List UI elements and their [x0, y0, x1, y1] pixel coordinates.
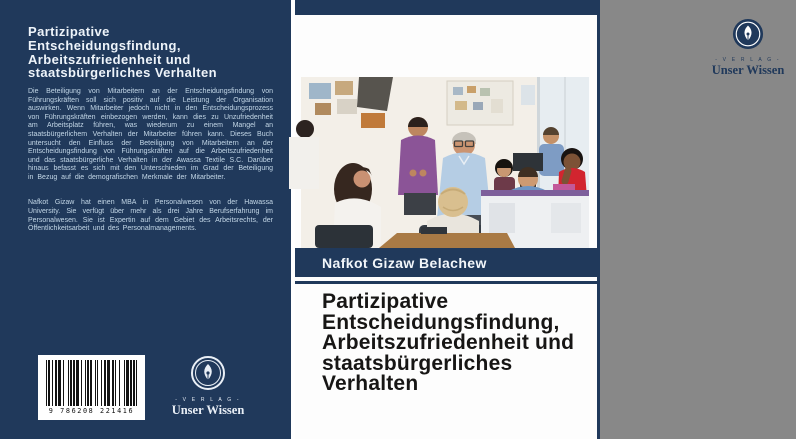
author-name: Nafkot Gizaw Belachew: [322, 254, 487, 271]
front-title-line: staatsbürgerliches: [322, 351, 513, 375]
pen-nib-icon: [191, 356, 225, 390]
barcode-digits: 9 786208 221416: [48, 407, 135, 415]
office-meeting-illustration: [301, 77, 589, 248]
pen-nib-icon: [732, 18, 764, 50]
author-bar: [295, 248, 600, 277]
verlag-label: - V E R L A G -: [715, 57, 781, 63]
author-bio: Nafkot Gizaw hat einen MBA in Personalwesen von der Hawassa University. Sie verfügt über mehr als drei Jahre Berufserfahrung im Personalwesen. Sie ist Expertin auf dem Gebiet des Arbeitsrechts, der Öffentlichkeitsarbeit und des Personalmanagements.: [28, 199, 273, 233]
front-title-line: Partizipative: [322, 290, 449, 313]
front-title-line: Verhalten: [322, 372, 419, 395]
publisher-logo-top: [700, 18, 796, 78]
divider-rule: [295, 281, 597, 284]
isbn-barcode: [38, 355, 145, 420]
front-title-line: Entscheidungsfindung,: [322, 310, 560, 334]
publisher-logo-bottom: [162, 356, 254, 418]
barcode-bars-icon: [46, 360, 137, 406]
front-cover-title: [322, 292, 592, 395]
back-title-line: Entscheidungsfindung,: [28, 37, 181, 53]
back-cover-title: [28, 25, 278, 80]
publisher-name: Unser Wissen: [711, 63, 785, 77]
book-blurb: Die Beteiligung von Mitarbeitern an der Entscheidungsfindung von Führungskräften soll sich positiv auf die Leistung der Organisation auswirken. Wenn Mitarbeiter jedoch nicht in den Entscheidungsprozess von Führungskräften einbezogen werden, kann dies zu Unzufriedenheit am Arbeitsplatz führen, was wiederum zu einem Mangel an staatsbürgerlichem Verhalten der Mitarbeiter führen kann. Dieses Buch untersucht den Einfluss der Beteiligung von Mitarbeitern an der Entscheidungsfindung von Führungskräften auf die Arbeitszufriedenheit und das staatsbürgerliche Verhalten in der Awassa Textile S.C. Darüber hinaus befasst es sich mit den Unterschieden im Grad der Beteiligung in Bezug auf die demografischen Merkmale der Mitarbeiter.: [28, 88, 273, 181]
left-panel: [0, 0, 291, 439]
verlag-label: - V E R L A G -: [175, 397, 241, 403]
back-title-line: staatsbürgerliches Verhalten: [28, 65, 217, 81]
back-title-line: Arbeitszufriedenheit und: [28, 51, 191, 67]
front-title-line: Arbeitszufriedenheit und: [322, 331, 575, 354]
publisher-name: Unser Wissen: [171, 403, 245, 417]
right-edge-stripe: [597, 0, 600, 439]
top-navy-bar: [295, 0, 600, 15]
front-panel: [295, 0, 785, 439]
cover-photo: [301, 77, 589, 248]
back-title-line: Partizipative: [28, 24, 110, 39]
